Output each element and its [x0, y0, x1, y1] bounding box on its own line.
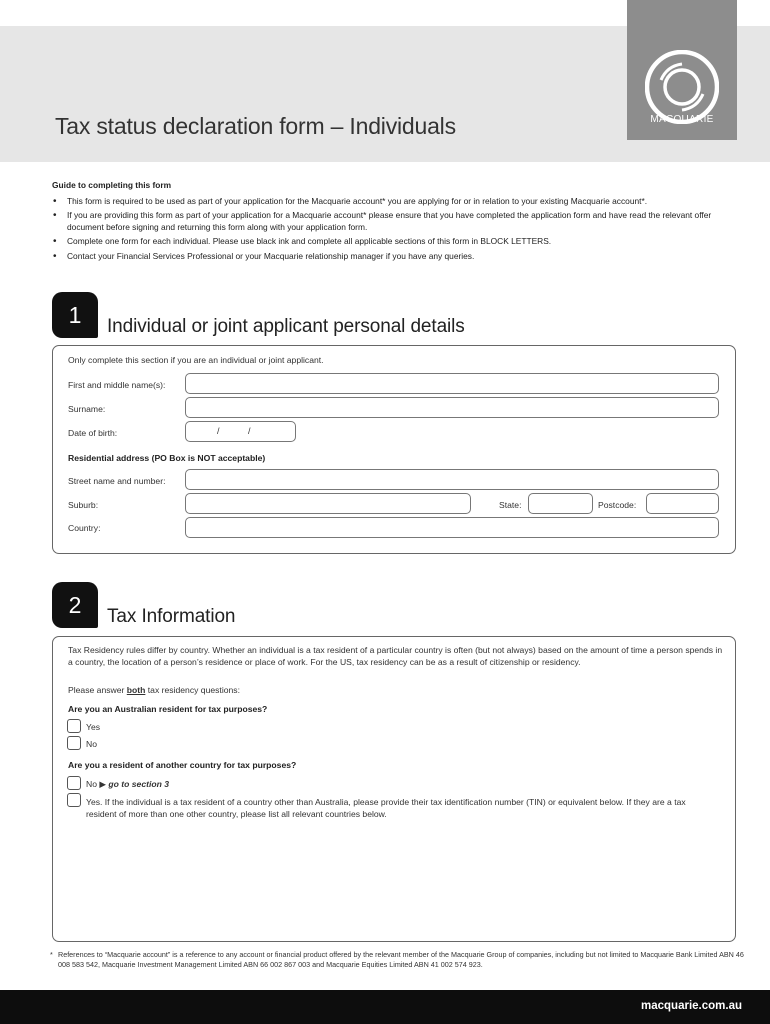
answer-both: both	[126, 685, 146, 695]
guide-list	[52, 196, 742, 263]
goto-section-3: go to section 3	[108, 779, 170, 789]
guide-title: Guide to completing this form	[52, 180, 172, 190]
guide-item: • This form is required to be used as part of your application for the Macquarie account* you are applying for or in relation to your existing Macquarie account*.	[52, 196, 742, 208]
dob-separator: /	[248, 426, 251, 436]
guide-section	[52, 180, 742, 265]
guide-item: • Complete one form for each individual. Please use black ink and complete all applicable sections of this form in BLOCK LETTERS.	[52, 236, 742, 248]
q1-no-label: No	[86, 739, 97, 749]
suburb-label: Suburb:	[68, 500, 99, 510]
country-label: Country:	[68, 523, 101, 533]
tax-residency-intro: Tax Residency rules differ by country. Whether an individual is a tax resident of a particular country is often (but not always) based on the amount of time a person spends in a country, the location of a person’s residence or place of work. For the US, tax residency can be as a result of citizenship or residency.	[68, 645, 723, 667]
first-names-input[interactable]	[185, 373, 719, 394]
q1-yes-label: Yes	[86, 722, 101, 732]
q1-no-checkbox[interactable]	[67, 736, 81, 750]
address-heading: Residential address (PO Box is NOT acceptable)	[68, 453, 266, 463]
section-1-title: Individual or joint applicant personal details	[107, 316, 465, 337]
section-2-badge: 2	[52, 582, 98, 628]
guide-item: • If you are providing this form as part of your application for a Macquarie account* please ensure that you have completed the application form and have read the relevant offer document before signing and returning this form along with your application form.	[52, 210, 742, 233]
suburb-input[interactable]	[185, 493, 471, 514]
state-label: State:	[499, 500, 522, 510]
answer-instruction	[68, 685, 240, 697]
q1-australian-resident: Are you an Australian resident for tax purposes?	[68, 704, 268, 714]
q2-no-label	[86, 779, 169, 791]
guide-item: • Contact your Financial Services Professional or your Macquarie relationship manager if you have any queries.	[52, 251, 742, 263]
q2-yes-checkbox[interactable]	[67, 793, 81, 807]
q1-yes-checkbox[interactable]	[67, 719, 81, 733]
footnote	[50, 950, 745, 970]
section-1-badge: 1	[52, 292, 98, 338]
page-title: Tax status declaration form – Individuals	[55, 113, 456, 139]
arrow-right-icon: ▶	[99, 779, 106, 789]
footnote-marker: *	[50, 950, 53, 959]
section-2-title: Tax Information	[107, 606, 236, 627]
street-input[interactable]	[185, 469, 719, 490]
answer-suffix: tax residency questions:	[145, 685, 240, 695]
answer-prefix: Please answer	[68, 685, 127, 695]
footer-band	[0, 990, 770, 1024]
first-names-label: First and middle name(s):	[68, 380, 166, 390]
postcode-label: Postcode:	[598, 500, 637, 510]
q2-other-country-resident: Are you a resident of another country for tax purposes?	[68, 760, 297, 770]
surname-label: Surname:	[68, 404, 106, 414]
country-input[interactable]	[185, 517, 719, 538]
dob-label: Date of birth:	[68, 428, 118, 438]
brand-wordmark: MACQUARIE	[650, 114, 714, 125]
surname-input[interactable]	[185, 397, 719, 418]
section-1-intro: Only complete this section if you are an individual or joint applicant.	[68, 355, 324, 365]
footer-website-link[interactable]: macquarie.com.au	[641, 1000, 742, 1012]
footnote-text: References to “Macquarie account” is a reference to any account or financial product offered by the relevant member of the Macquarie Group of companies, including but not limited to Macquarie Bank Limited ABN 46 008 583 542, Macquarie Investment Management Limited ABN 66 002 867 003 and Macquarie Equities Limited ABN 41 002 574 923.	[58, 950, 744, 969]
q2-no-checkbox[interactable]	[67, 776, 81, 790]
macquarie-logo	[627, 0, 737, 140]
state-input[interactable]	[528, 493, 593, 514]
q2-no-text: No	[86, 779, 97, 789]
postcode-input[interactable]	[646, 493, 719, 514]
dob-input[interactable]	[185, 421, 296, 442]
dob-separator: /	[217, 426, 220, 436]
macquarie-holey-dollar-icon	[645, 50, 719, 124]
q2-yes-label: Yes. If the individual is a tax resident of a country other than Australia, please provide their tax identification number (TIN) or equivalent below. If they are a tax resident of more than one other country, please list all relevant countries below.	[86, 797, 686, 819]
street-label: Street name and number:	[68, 476, 166, 486]
